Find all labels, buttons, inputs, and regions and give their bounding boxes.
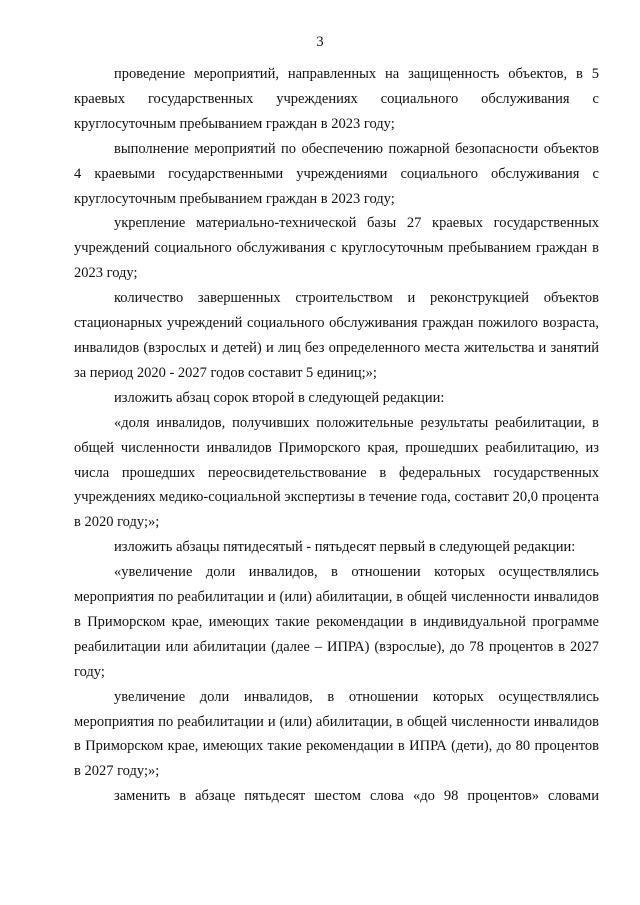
paragraph-protection-measures: проведение мероприятий, направленных на защищенность объектов, в 5 краевых государственных учреждениях социального обслуживания с круглосуточным пребыванием граждан в 2023 году;	[74, 66, 599, 132]
paragraph-material-base: укрепление материально-технической базы 27 краевых государственных учреждений социального обслуживания с круглосуточным пребыванием граждан в 2023 году;	[74, 215, 599, 282]
page-number: 3	[316, 34, 324, 50]
paragraph-instruction-50-51: изложить абзацы пятидесятый - пятьдесят первый в следующей редакции:	[114, 539, 576, 556]
paragraph-adults-share: «увеличение доли инвалидов, в отношении которых осуществлялись мероприятия по реабилитации и (или) абилитации, в общей численности инвалидов в Приморском крае, имеющих такие рекомендации в индивидуальной программе реабилитации или абилитации (далее – ИПРА) (взрослые), до 78 процентов в 2027 году;	[74, 564, 599, 680]
paragraph-instruction-42: изложить абзац сорок второй в следующей редакции:	[114, 389, 445, 406]
paragraph-construction-count: количество завершенных строительством и реконструкцией объектов стационарных учреждений социального обслуживания граждан пожилого возраста, инвалидов (взрослых и детей) и лиц без определенного места жительства и занятий за период 2020 - 2027 годов составит 5 единиц;»;	[74, 290, 599, 381]
document-body	[74, 62, 599, 809]
paragraph-children-share: увеличение доли инвалидов, в отношении которых осуществлялись мероприятия по реабилитации и (или) абилитации, в общей численности инвалидов в Приморском крае, имеющих такие рекомендации в ИПРА (дети), до 80 процентов в 2027 году;»;	[74, 688, 599, 780]
paragraph-fire-safety: выполнение мероприятий по обеспечению пожарной безопасности объектов 4 краевыми государственными учреждениями социального обслуживания с круглосуточным пребыванием граждан в 2023 году;	[74, 140, 599, 207]
paragraph-instruction-56: заменить в абзаце пятьдесят шестом слова «до 98 процентов» словами	[114, 788, 599, 805]
paragraph-rehabilitation-share: «доля инвалидов, получивших положительные результаты реабилитации, в общей численности инвалидов Приморского края, прошедших реабилитацию, из числа прошедших переосвидетельствование в федеральных государственных учреждениях медико-социальной экспертизы в течение года, составит 20,0 процента в 2020 году;»;	[74, 414, 599, 531]
